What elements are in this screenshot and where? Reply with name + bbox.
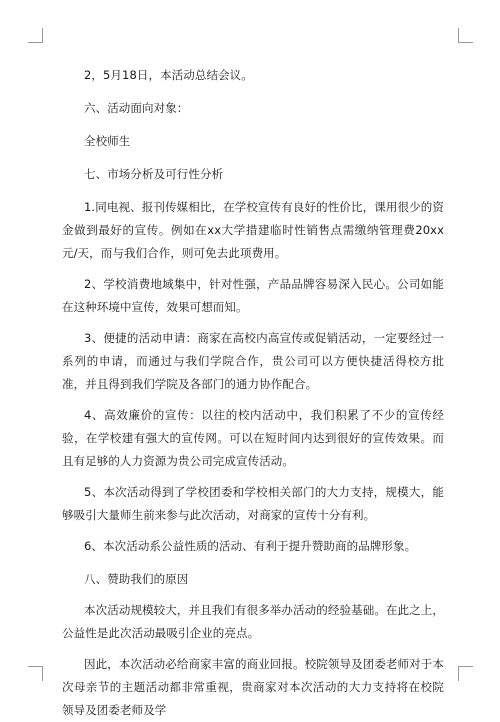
crop-mark-bottom-left: [28, 666, 43, 681]
paragraph-target-audience: 全校师生: [84, 134, 131, 148]
paragraph-analysis-4: 4、高效廉价的宣传：以往的校内活动中，我们积累了不少的宣传经验，在学校建有强大的宣传网。可以在短时间内达到很好的宣传效果。而且有足够的人力资源为贵公司完成宣传活动。: [62, 408, 444, 468]
paragraph-closing-meeting: 2，5月18日，本活动总结会议。: [84, 68, 253, 82]
paragraph-analysis-2: 2、学校消费地域集中，针对性强，产品品牌容易深入民心。公司如能在这种环境中宣传，效果可想而知。: [62, 277, 444, 314]
paragraph-sponsor-reasons-1: 本次活动规模较大，并且我们有很多举办活动的经验基础。在此之上，公益性是此次活动最吸引企业的亮点。: [62, 603, 444, 640]
crop-mark-top-left: [28, 28, 43, 43]
paragraph-analysis-1: 1.同电视、报刊传媒相比，在学校宣传有良好的性价比，课用很少的资金做到最好的宣传。例如在xx大学措建临时性销售点需缴纳管理费20xx元/天，而与我们合作，则可免去此项费用。: [62, 200, 444, 260]
heading-target-audience: 六、活动面向对象：: [84, 101, 189, 115]
heading-sponsor-reasons: 八、赞助我们的原因: [84, 572, 189, 586]
crop-mark-top-right: [458, 28, 473, 43]
paragraph-analysis-3: 3、便捷的活动申请：商家在高校内高宣传或促销活动，一定要经过一系列的申请，而通过与我们学院合作，贵公司可以方便快捷活得校方批准，并且得到我们学院及各部门的通力协作配合。: [62, 331, 444, 391]
paragraph-sponsor-reasons-2: 因此，本次活动必给商家丰富的商业回报。校院领导及团委老师对于本次母亲节的主题活动都非常重视，贵商家对本次活动的大力支持将在校院领导及团委老师及学: [62, 657, 444, 717]
paragraph-analysis-6: 6、本次活动系公益性质的活动、有利于提升赞助商的品牌形象。: [84, 539, 417, 553]
crop-mark-bottom-right: [458, 666, 473, 681]
document-body: [62, 64, 444, 722]
heading-market-analysis: 七、市场分析及可行性分析: [84, 167, 224, 181]
paragraph-analysis-5: 5、本次活动得到了学校团委和学校相关部门的大力支持，规模大，能够吸引大量师生前来参与此次活动，对商家的宣传十分有利。: [62, 485, 444, 522]
